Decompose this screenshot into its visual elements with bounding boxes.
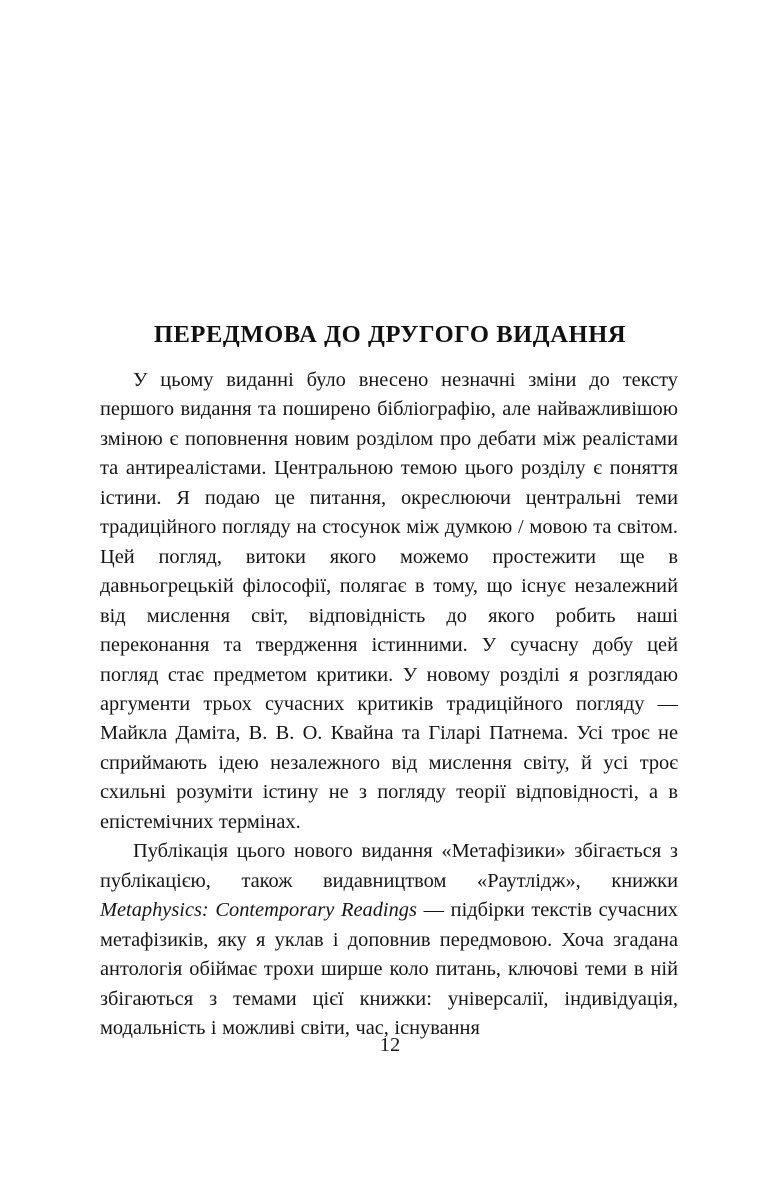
body-paragraph-1 [100,366,678,837]
body-text-column [100,366,678,1043]
page-title: ПЕРЕДМОВА ДО ДРУГОГО ВИДАННЯ [153,321,627,349]
book-title-italic: Metaphysics: Contemporary Readings [100,899,417,922]
paragraph-2-segment-1: Публікація цього нового видання «Метафізики» збігається з публікацією, також видавництвом «Раутлідж», книжки [100,840,678,892]
page-number: 12 [379,1034,401,1056]
body-paragraph-2 [100,837,678,1043]
paragraph-2-segment-3: — підбірки текстів сучасних метафізиків, яку я уклав і доповнив передмовою. Хоча згадана антологія обіймає трохи ширше коло питань, ключові теми в ній збігаються з темами цієї книжки: універсалії, індивідуація, модальність і можливі світи, час, існування [100,899,678,1039]
paragraph-1-text: У цьому виданні було внесено незначні зміни до тексту першого видання та поширено бібліографію, але найважливішою зміною є поповнення новим розділом про дебати між реалістами та антиреалістами. Центральною темою цього розділу є поняття істини. Я подаю це питання, окреслюючи центральні теми традиційного погляду на стосунок між думкою / мовою та світом. Цей погляд, витоки якого можемо простежити ще в давньогрецькій філософії, полягає в тому, що існує незалежний від мислення світ, відповідність до якого робить наші переконання та твердження істинними. У сучасну добу цей погляд стає предметом критики. У новому розділі я розглядаю аргументи трьох сучасних критиків традиційного погляду — Майкла Даміта, В. В. О. Квайна та Гіларі Патнема. Усі троє не сприймають ідею незалежного від мислення світу, й усі троє схильні розуміти істину не з погляду теорії відповідності, а в епістемічних термінах. [100,369,678,833]
